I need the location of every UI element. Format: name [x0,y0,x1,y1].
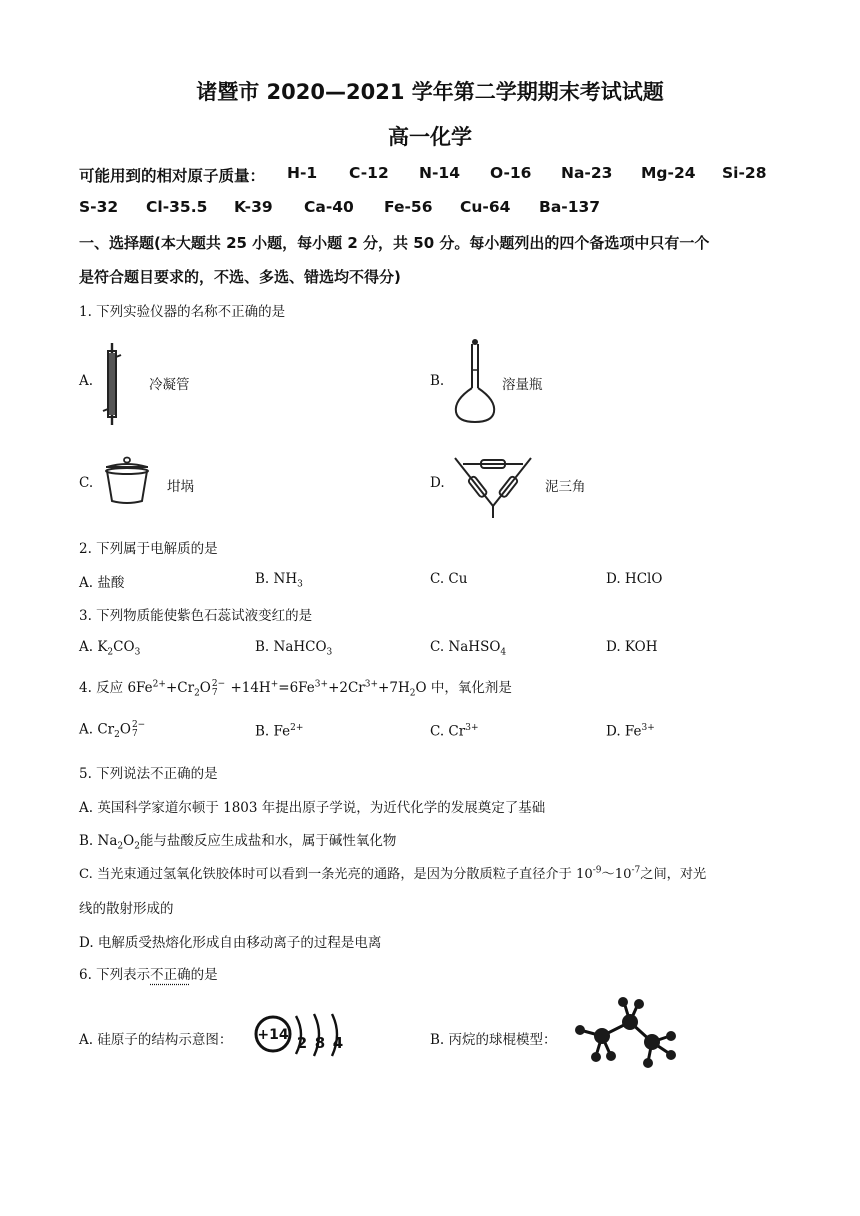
q6-stem: 6. 下列表示不正确的是 [79,967,218,983]
emphasis-dots: 不正确 [150,967,191,983]
mass-cu: Cu-64 [460,198,511,216]
propane-ball-stick-model [570,996,676,1068]
q1-option-d-letter: D. [430,475,445,491]
q1-option-b-letter: B. [430,373,445,389]
exam-subject: 高一化学 [388,125,472,149]
clay-triangle-icon [455,454,531,518]
mass-ca: Ca-40 [304,198,354,216]
q1-option-d-name: 泥三角 [545,479,586,495]
q1-option-c-name: 坩埚 [167,479,194,495]
volumetric-flask-icon [452,338,498,424]
mass-c: C-12 [349,164,389,182]
dichromate-charge: 2− 7 [211,678,226,698]
silicon-atom-diagram [252,1012,348,1058]
q5-stem: 5. 下列说法不正确的是 [79,766,218,782]
mass-n: N-14 [419,164,460,182]
q5-option-a: A. 英国科学家道尔顿于 1803 年提出原子学说，为近代化学的发展奠定了基础 [79,800,546,816]
shell-1-count: 2 [296,1034,308,1052]
condenser-icon [100,343,124,425]
q4-stem: 4. 反应 $6Fe^{2+}+Cr_2O$ 2− 7 $+14H^+=6Fe^{3+}+2Cr^{3+}+7H_2O$ 中，氧化剂是 [79,678,512,699]
q1-option-b-name: 溶量瓶 [502,377,543,393]
mass-o: O-16 [490,164,532,182]
q5-option-d: D. 电解质受热熔化形成自由移动离子的过程是电离 [79,935,382,951]
mass-k: K-39 [234,198,273,216]
q2-option-a: A. 盐酸 [79,575,125,591]
shell-3-count: 4 [332,1034,344,1052]
q4-option-c: C. $Cr^{3+}$ [430,723,479,740]
q5-option-b: B. $Na_2O_2$能与盐酸反应生成盐和水，属于碱性氧化物 [79,833,397,852]
exam-title: 诸暨市 2020—2021 学年第二学期期末考试试题 [196,80,664,104]
q3-stem: 3. 下列物质能使紫色石蕊试液变红的是 [79,608,313,624]
mass-na: Na-23 [561,164,613,182]
q3-option-d: D. KOH [606,639,658,655]
mass-mg: Mg-24 [641,164,696,182]
q3-option-c: C. NaHSO$_4$ [430,639,507,658]
q1-option-a-name: 冷凝管 [149,377,190,393]
q4-option-b: B. $Fe^{2+}$ [255,723,304,740]
mass-fe: Fe-56 [384,198,433,216]
q5-option-c-line2: 线的散射形成的 [79,901,174,917]
q4-option-d: D. $Fe^{3+}$ [606,723,655,740]
q2-option-d: D. HClO [606,571,663,587]
q2-option-c: C. Cu [430,571,468,587]
mass-si: Si-28 [722,164,767,182]
q2-stem: 2. 下列属于电解质的是 [79,541,218,557]
q6-option-b: B. 丙烷的球棍模型： [430,1032,557,1048]
nucleus-charge: +14 [257,1027,289,1043]
q2-option-b: B. $NH_3$ [255,571,303,590]
section-heading-line1: 一、选择题(本大题共 25 小题，每小题 2 分，共 50 分。每小题列出的四个备选项中只有一个 [79,234,710,252]
q1-option-a-letter: A. [79,373,94,389]
mass-s: S-32 [79,198,119,216]
q1-option-c-letter: C. [79,475,94,491]
crucible-icon [102,457,152,505]
q4-option-a: A. $Cr_2O$ 2− 7 [79,720,146,741]
mass-cl: Cl-35.5 [146,198,208,216]
q6-option-a: A. 硅原子的结构示意图： [79,1032,233,1048]
mass-ba: Ba-137 [539,198,601,216]
q3-option-b: B. NaHCO$_3$ [255,639,333,658]
shell-2-count: 8 [314,1034,326,1052]
q3-option-a: A. $K_2CO_3$ [79,639,141,658]
q1-stem: 1. 下列实验仪器的名称不正确的是 [79,304,286,320]
q5-option-c-line1: C. 当光束通过氢氧化铁胶体时可以看到一条光亮的通路，是因为分散质粒子直径介于 $10^{-9}\sim 10^{-7}$之间，对光 [79,865,707,882]
mass-h: H-1 [287,164,318,182]
masses-label: 可能用到的相对原子质量： [79,167,266,185]
section-heading-line2: 是符合题目要求的，不选、多选、错选均不得分) [79,268,401,286]
